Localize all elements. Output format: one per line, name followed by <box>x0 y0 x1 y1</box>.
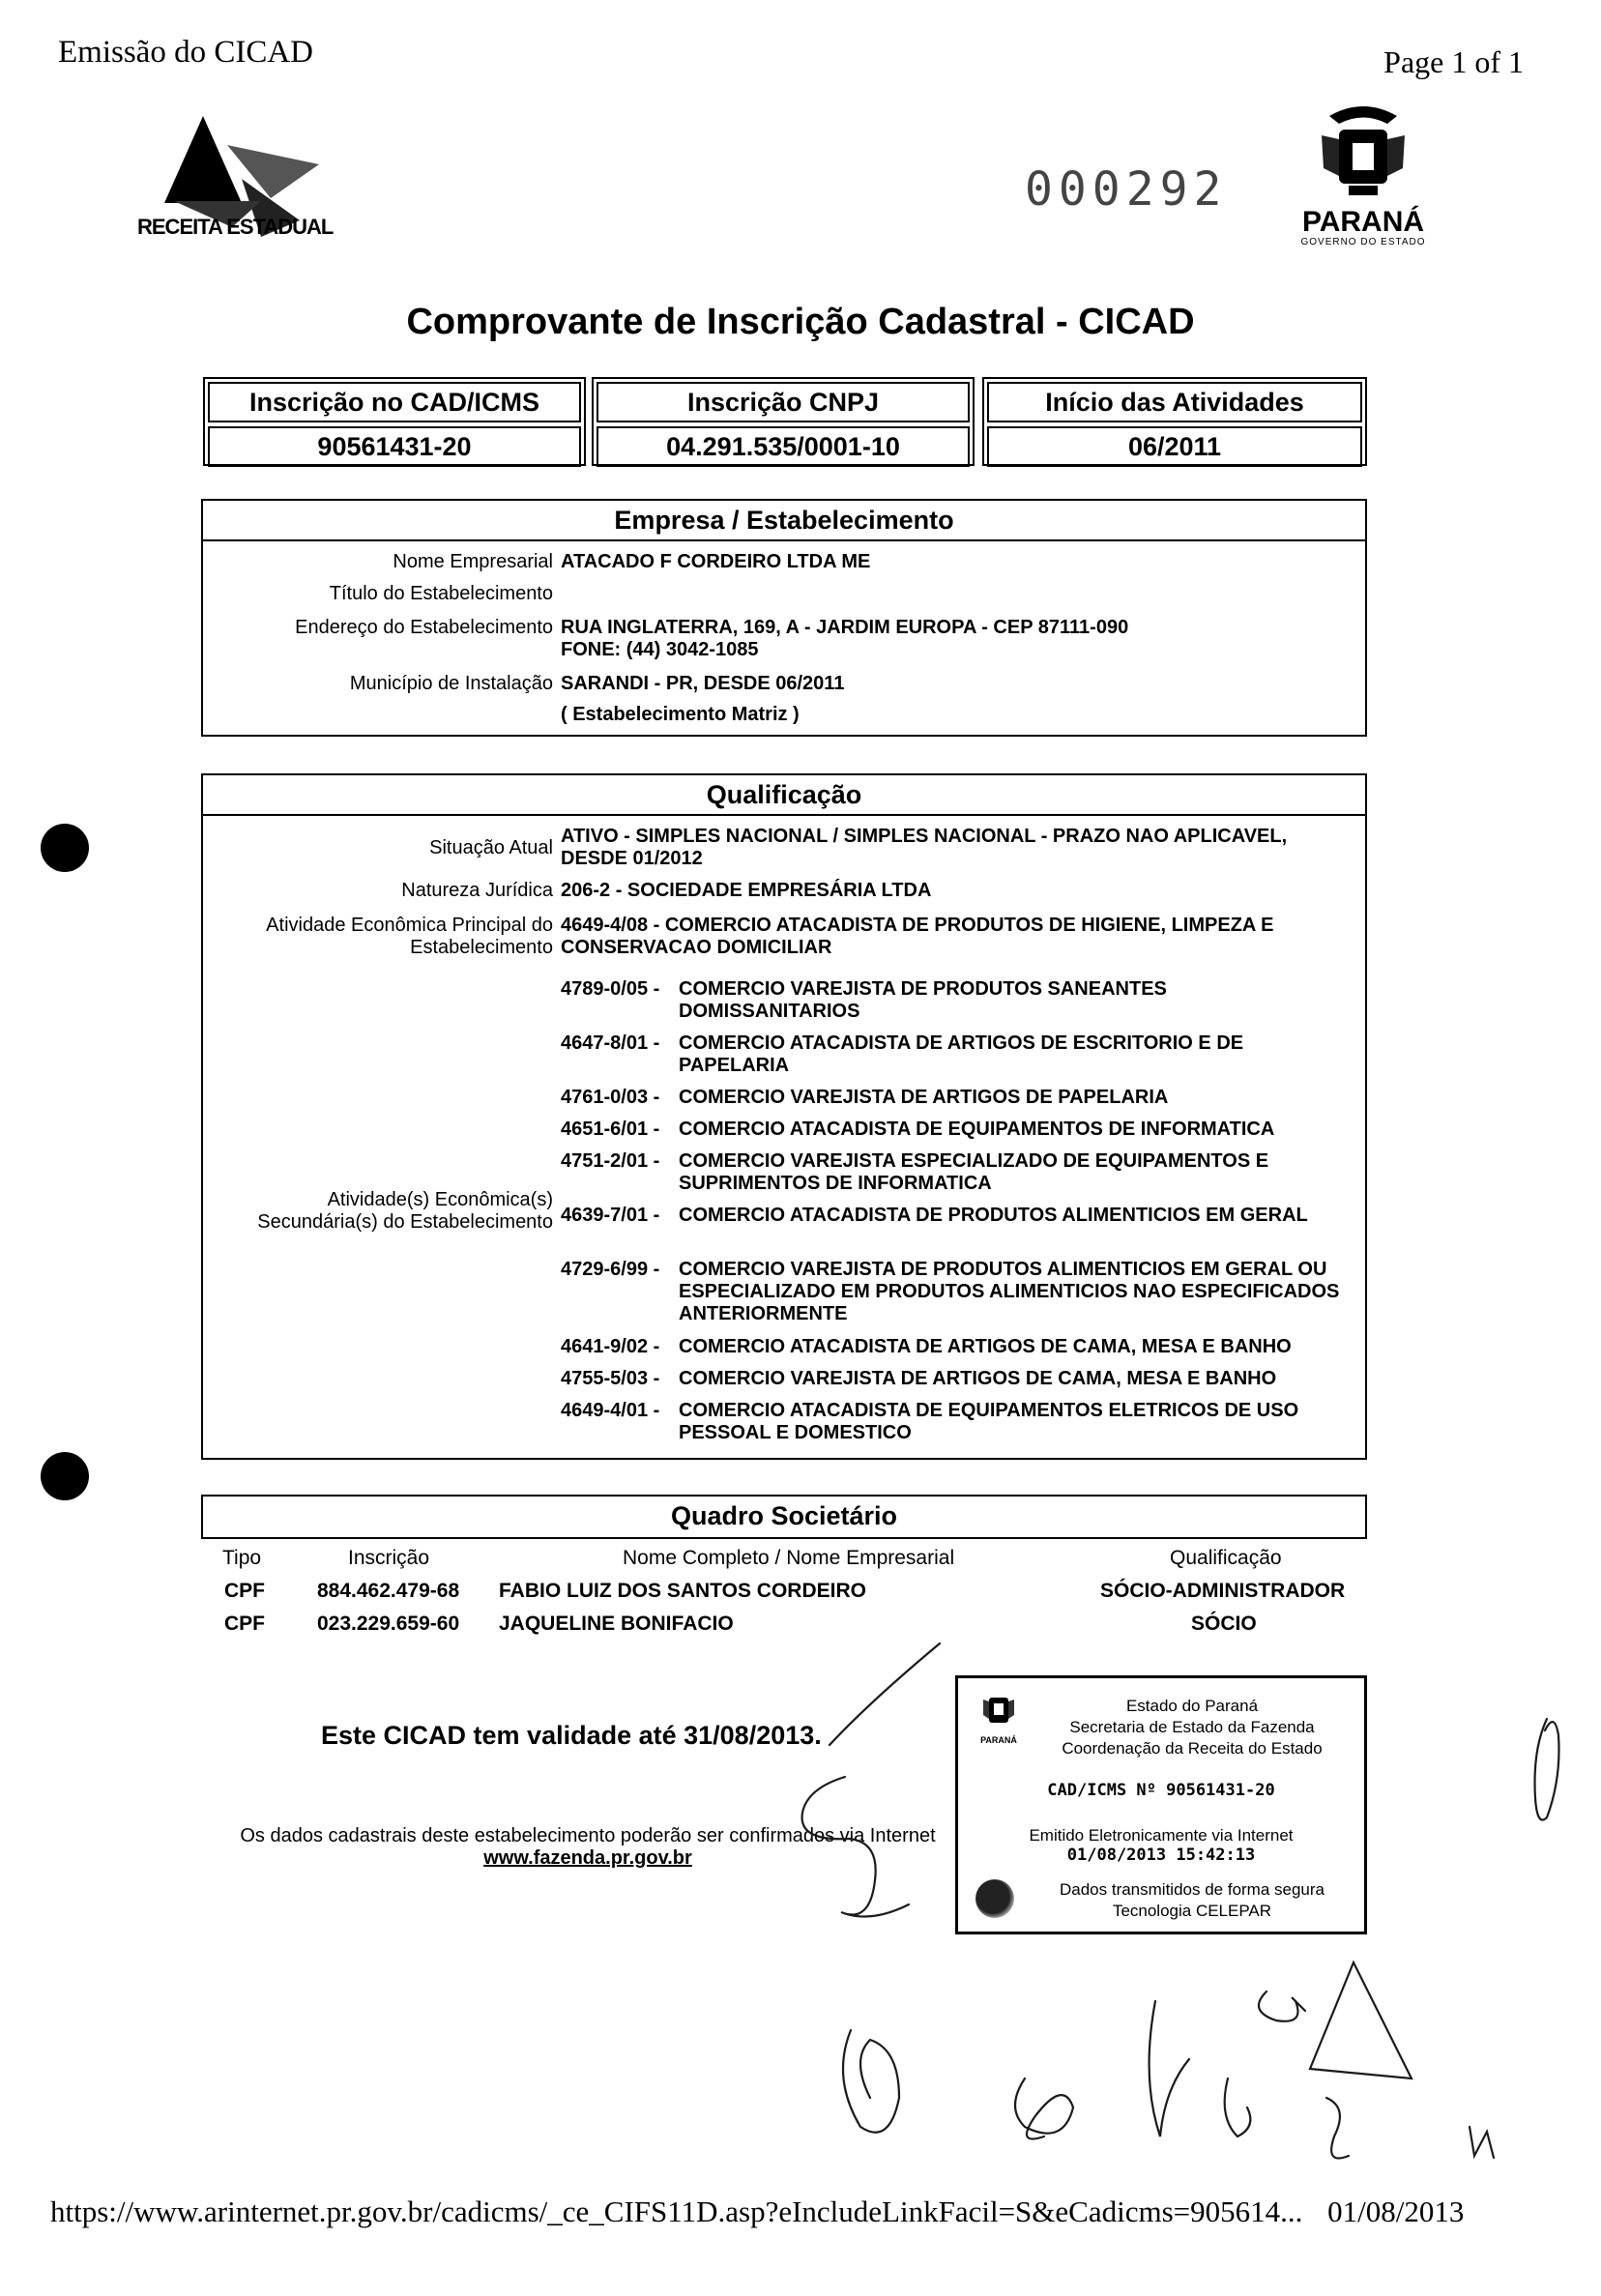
secundaria-desc: COMERCIO VAREJISTA ESPECIALIZADO DE EQUIPAMENTOS E SUPRIMENTOS DE INFORMATICA <box>679 1150 1269 1194</box>
quadro-header-tipo: Tipo <box>222 1547 262 1569</box>
natureza-value: 206-2 - SOCIEDADE EMPRESÁRIA LTDA <box>561 880 932 901</box>
signature-stroke <box>1535 1719 1559 1820</box>
secundaria-code: 4641-9/02 - <box>561 1336 660 1357</box>
signature-stroke <box>1470 2127 1494 2158</box>
natureza-label: Natureza Jurídica <box>401 880 553 901</box>
situacao-label: Situação Atual <box>429 837 553 858</box>
secundaria-code: 4651-6/01 - <box>561 1119 660 1140</box>
auth-line2: Secretaria de Estado da Fazenda <box>1069 1718 1315 1736</box>
signature-stroke <box>802 1777 909 1917</box>
socio-tipo: CPF <box>224 1580 265 1602</box>
titulo-estabelecimento-label: Título do Estabelecimento <box>329 583 553 604</box>
print-footer-url: https://www.arinternet.pr.gov.br/cadicms/_ce_CIFS11D.asp?eIncludeLinkFacil=S&eCadicms=905614... <box>50 2194 1303 2228</box>
inicio-atividades-label: Início das Atividades <box>987 382 1362 422</box>
cad-icms-label: Inscrição no CAD/ICMS <box>208 382 581 422</box>
print-footer-date: 01/08/2013 <box>1327 2194 1465 2228</box>
quadro-societario-title: Quadro Societário <box>670 1501 898 1530</box>
document-title: Comprovante de Inscrição Cadastral - CICAD <box>406 302 1195 342</box>
secundaria-code: 4647-8/01 - <box>561 1032 660 1054</box>
confirmacao-text: Os dados cadastrais deste estabelecimento poderão ser confirmados via Internet <box>240 1825 936 1846</box>
municipio-value: SARANDI - PR, DESDE 06/2011 <box>561 673 845 694</box>
auth-line1: Estado do Paraná <box>1125 1697 1259 1715</box>
atividades-secundarias-label: Atividade(s) Econômica(s) Secundária(s) do Estabelecimento <box>257 1189 553 1233</box>
auth-seguro: Dados transmitidos de forma segura <box>1059 1880 1325 1899</box>
quadro-header-nome: Nome Completo / Nome Empresarial <box>623 1547 955 1569</box>
auth-line3: Coordenação da Receita do Estado <box>1062 1739 1323 1758</box>
receita-logo-text: RECEITA ESTADUAL <box>137 215 334 239</box>
secundaria-desc: COMERCIO VAREJISTA DE ARTIGOS DE PAPELARIA <box>679 1087 1169 1108</box>
secundaria-code: 4639-7/01 - <box>561 1205 660 1226</box>
validade-text: Este CICAD tem validade até 31/08/2013. <box>321 1721 822 1750</box>
situacao-value: ATIVO - SIMPLES NACIONAL / SIMPLES NACIONAL - PRAZO NAO APLICAVEL, DESDE 01/2012 <box>561 826 1288 869</box>
fazenda-link[interactable]: www.fazenda.pr.gov.br <box>483 1847 692 1869</box>
stamp-number: 000292 <box>1025 162 1228 217</box>
secundaria-desc: COMERCIO ATACADISTA DE EQUIPAMENTOS DE INFORMATICA <box>679 1119 1275 1140</box>
signature-stroke <box>1326 2098 1349 2159</box>
cnpj-label: Inscrição CNPJ <box>597 382 970 422</box>
secundaria-desc: COMERCIO VAREJISTA DE PRODUTOS ALIMENTICIOS EM GERAL OU ESPECIALIZADO EM PRODUTOS ALIMENTICIOS NAO ESPECIFICADOS ANTERIORMENTE <box>679 1259 1340 1324</box>
atividade-principal-label: Atividade Econômica Principal do Estabelecimento <box>266 915 553 958</box>
secundaria-code: 4761-0/03 - <box>561 1087 660 1108</box>
endereco-logradouro: RUA INGLATERRA, 169, A - JARDIM EUROPA - CEP 87111-090 <box>561 617 1129 638</box>
socio-qualificacao: SÓCIO-ADMINISTRADOR <box>1100 1580 1346 1602</box>
cad-icms-value: 90561431-20 <box>208 426 581 467</box>
socio-inscricao: 884.462.479-68 <box>317 1580 460 1602</box>
signature-stroke <box>843 2030 899 2133</box>
tipo-estabelecimento-value: ( Estabelecimento Matriz ) <box>561 704 800 725</box>
secundaria-code: 4755-5/03 - <box>561 1368 660 1389</box>
signature-stroke <box>1310 1962 1412 2078</box>
cnpj-value: 04.291.535/0001-10 <box>597 426 970 467</box>
socio-inscricao: 023.229.659-60 <box>317 1613 460 1635</box>
secundaria-desc: COMERCIO ATACADISTA DE ARTIGOS DE ESCRITORIO E DE PAPELARIA <box>679 1032 1244 1076</box>
auth-tecnologia: Tecnologia CELEPAR <box>1112 1902 1272 1920</box>
secundaria-desc: COMERCIO VAREJISTA DE ARTIGOS DE CAMA, MESA E BANHO <box>679 1368 1277 1389</box>
secundaria-code: 4751-2/01 - <box>561 1150 660 1172</box>
secundaria-desc: COMERCIO VAREJISTA DE PRODUTOS SANEANTES DOMISSANITARIOS <box>679 978 1167 1022</box>
endereco-fone: FONE: (44) 3042-1085 <box>561 639 759 660</box>
auth-cad: CAD/ICMS Nº 90561431-20 <box>1047 1781 1275 1800</box>
qualificacao-section-title: Qualificação <box>203 775 1365 816</box>
socio-nome: JAQUELINE BONIFACIO <box>499 1613 734 1635</box>
secundaria-code: 4789-0/05 - <box>561 978 660 1000</box>
signature-stroke <box>830 1643 940 1745</box>
nome-empresarial-value: ATACADO F CORDEIRO LTDA ME <box>561 551 871 572</box>
municipio-label: Município de Instalação <box>349 673 553 694</box>
quadro-header-qualificacao: Qualificação <box>1170 1547 1282 1569</box>
parana-logo-subtext: GOVERNO DO ESTADO <box>1300 237 1426 247</box>
auth-emitido: Emitido Eletronicamente via Internet <box>1029 1826 1294 1845</box>
secundaria-desc: COMERCIO ATACADISTA DE EQUIPAMENTOS ELETRICOS DE USO PESSOAL E DOMESTICO <box>679 1400 1299 1443</box>
signature-stroke <box>1259 1991 1305 2021</box>
auth-logo-text: PARANÁ <box>980 1735 1017 1745</box>
print-header-page: Page 1 of 1 <box>1383 44 1524 79</box>
quadro-header-inscricao: Inscrição <box>348 1547 430 1569</box>
nome-empresarial-label: Nome Empresarial <box>393 551 553 572</box>
parana-logo-text: PARANÁ <box>1301 206 1425 238</box>
secundaria-code: 4649-4/01 - <box>561 1400 660 1421</box>
secundaria-code: 4729-6/99 - <box>561 1259 660 1280</box>
signature-stroke <box>1015 2078 1073 2139</box>
atividade-principal-value: 4649-4/08 - COMERCIO ATACADISTA DE PRODUTOS DE HIGIENE, LIMPEZA E CONSERVACAO DOMICILIAR <box>561 915 1274 958</box>
socio-qualificacao: SÓCIO <box>1191 1613 1257 1635</box>
inicio-atividades-value: 06/2011 <box>987 426 1362 467</box>
endereco-label: Endereço do Estabelecimento <box>295 617 553 638</box>
auth-datetime: 01/08/2013 15:42:13 <box>1066 1846 1256 1865</box>
empresa-section-title: Empresa / Estabelecimento <box>203 501 1365 541</box>
signature-stroke <box>1225 2078 1251 2136</box>
signature-stroke <box>1150 2001 1189 2136</box>
socio-nome: FABIO LUIZ DOS SANTOS CORDEIRO <box>499 1580 866 1602</box>
print-header-title: Emissão do CICAD <box>58 35 313 70</box>
secundaria-desc: COMERCIO ATACADISTA DE PRODUTOS ALIMENTICIOS EM GERAL <box>679 1205 1308 1226</box>
secundaria-desc: COMERCIO ATACADISTA DE ARTIGOS DE CAMA, MESA E BANHO <box>679 1336 1292 1357</box>
socio-tipo: CPF <box>224 1613 265 1635</box>
